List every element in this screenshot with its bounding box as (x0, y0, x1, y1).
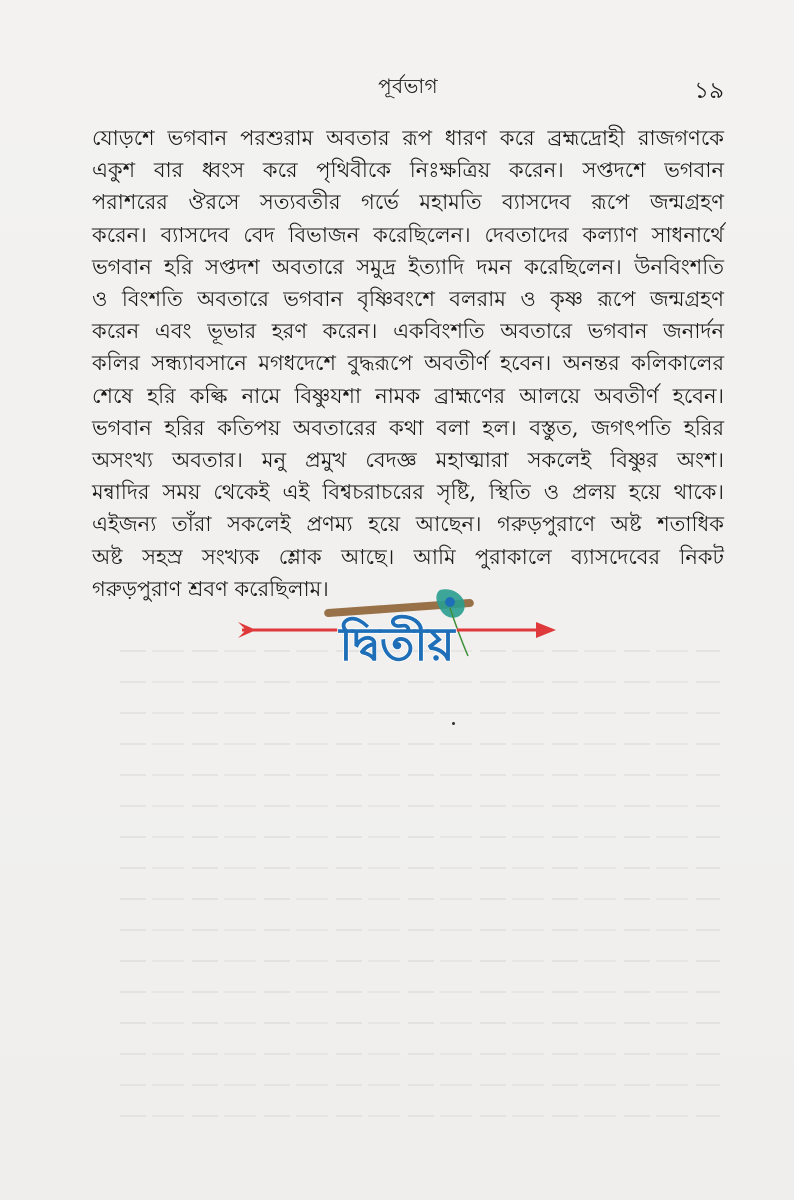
page-number: ১৯ (694, 78, 724, 104)
bleed-through-text (120, 650, 720, 1170)
running-title: পূর্বভাগ (378, 74, 438, 98)
publisher-watermark-logo (236, 586, 558, 672)
text-line: ভগবান হরির কতিপয় অবতারের কথা বলা হল। বস্তুত, জগৎপতি হরির (92, 415, 724, 440)
arrow-fletching (238, 622, 256, 638)
feather-eye (445, 597, 455, 607)
text-line: এইজন্য তাঁরা সকলেই প্রণম্য হয়ে আছেন। গরুড়পুরাণে অষ্ট শতাধিক (92, 512, 724, 537)
text-line: অসংখ্য অবতার। মনু প্রমুখ বেদজ্ঞ মহাত্মারা সকলেই বিষ্ণুর অংশ। (92, 448, 724, 473)
text-line: পরাশরের ঔরসে সত্যবতীর গর্ভে মহামতি ব্যাসদেব রূপে জন্মগ্রহণ (92, 190, 724, 215)
text-line: মন্বাদির সময় থেকেই এই বিশ্বচরাচরের সৃষ্টি, স্থিতি ও প্রলয় হয়ে থাকে। (92, 480, 724, 505)
body-paragraph (92, 122, 724, 605)
text-line: কলির সন্ধ্যাবসানে মগধদেশে বুদ্ধরূপে অবতীর্ণ হবেন। অনন্তর কলিকালের (92, 351, 724, 376)
text-line: গরুড়পুরাণ শ্রবণ করেছিলাম। (92, 576, 329, 601)
arrow-head (536, 622, 556, 638)
text-line: অষ্ট সহস্র সংখ্যক শ্লোক আছে। আমি পুরাকালে ব্যাসদেবের নিকট (92, 544, 724, 569)
text-line: ভগবান হরি সপ্তদশ অবতারে সমুদ্র ইত্যাদি দমন করেছিলেন। উনবিংশতি (92, 254, 724, 279)
text-line: ও বিংশতি অবতারে ভগবান বৃষ্ণিবংশে বলরাম ও কৃষ্ণ রূপে জন্মগ্রহণ (92, 287, 724, 312)
text-line: যোড়শে ভগবান পরশুরাম অবতার রূপ ধারণ করে ব্রহ্মদ্রোহী রাজগণকে (92, 126, 724, 150)
page-header (92, 72, 724, 106)
text-line: একুশ বার ধ্বংস করে পৃথিবীকে নিঃক্ষত্রিয় করেন। সপ্তদশে ভগবান (92, 158, 724, 183)
text-line: করেন এবং ভূভার হরণ করেন। একবিংশতি অবতারে ভগবান জনার্দন (92, 319, 724, 344)
text-line: করেন। ব্যাসদেব বেদ বিভাজন করেছিলেন। দেবতাদের কল্যাণ সাধনার্থে (92, 222, 724, 247)
ink-speck (452, 722, 455, 725)
text-line: শেষে হরি কল্কি নামে বিষ্ণুযশা নামক ব্রাহ্মণের আলয়ে অবতীর্ণ হবেন। (92, 383, 724, 408)
watermark-text: দ্বিতীয় (339, 617, 455, 671)
